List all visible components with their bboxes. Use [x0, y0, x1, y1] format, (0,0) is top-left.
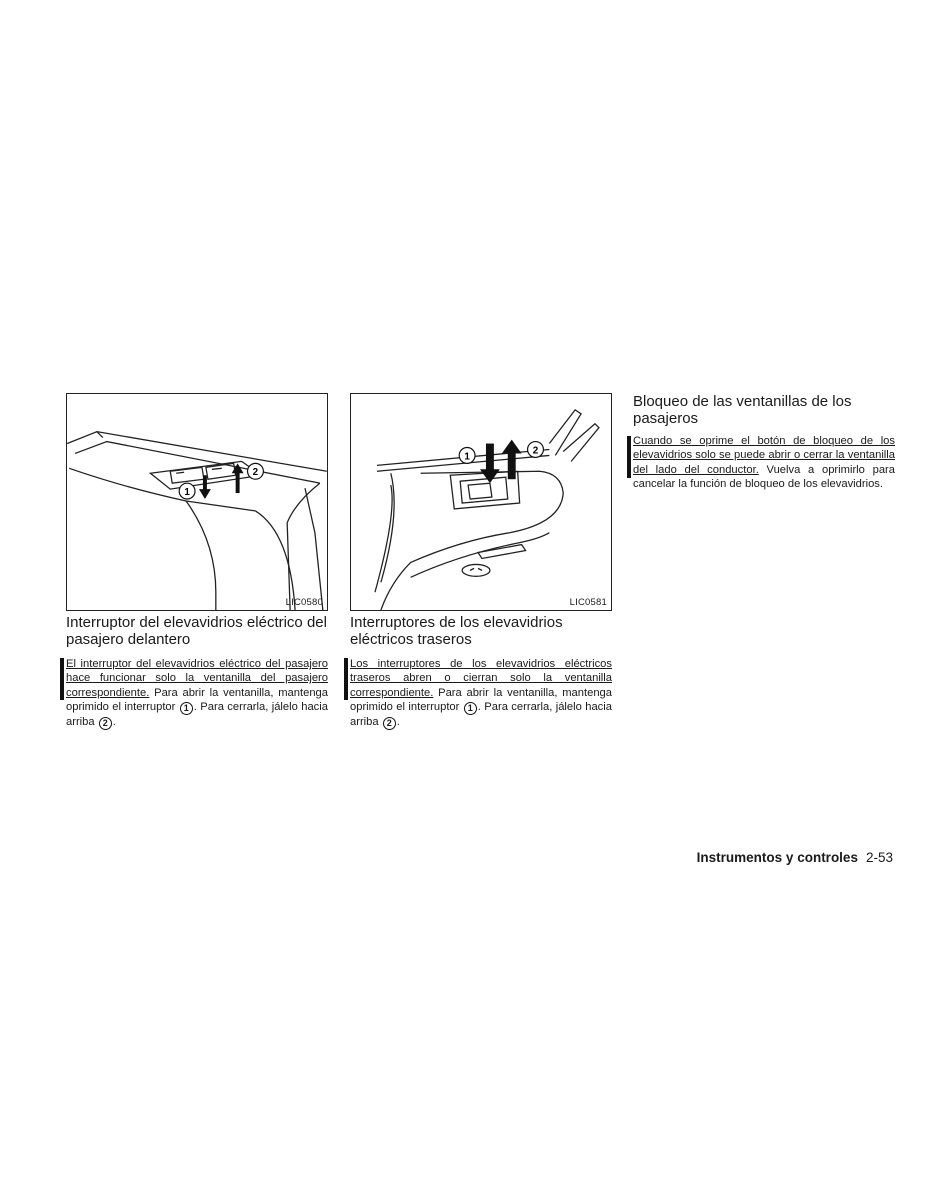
paragraph-front-passenger-switch	[66, 657, 328, 730]
text-part: . Para cerrarla, jálelo hacia arriba	[350, 700, 612, 728]
marker-1: 1	[464, 702, 477, 715]
page-footer	[697, 850, 893, 865]
figure-code: LIC0580	[285, 597, 323, 608]
heading-front-passenger-switch: Interruptor del elevavidrios eléctrico del pasajero delantero	[66, 614, 327, 648]
text-part: .	[112, 715, 116, 728]
text-part: . Para cerrarla, jálelo hacia arriba	[66, 700, 328, 728]
rear-door-switch-illustration	[351, 394, 611, 610]
text-part: Vuelva a oprimirlo para cancelar la función de bloqueo de los elevavidrios.	[633, 463, 895, 490]
text-part: Para abrir la ventanilla, mantenga oprimido el interruptor	[66, 686, 328, 713]
callout-2: 2	[532, 445, 539, 457]
marker-2: 2	[383, 717, 396, 730]
section-title: Instrumentos y controles	[696, 850, 858, 865]
heading-window-lock: Bloqueo de las ventanillas de los pasajeros	[633, 393, 852, 427]
text-part: Para abrir la ventanilla, mantenga oprimido el interruptor	[350, 686, 612, 713]
door-switch-illustration	[67, 394, 327, 610]
underlined-text: Cuando se oprime el botón de bloqueo de los elevavidrios solo se puede abrir o cerrar la ventanilla del lado del conductor.	[633, 435, 895, 476]
figure-rear-switch	[350, 393, 612, 611]
marker-2: 2	[99, 717, 112, 730]
paragraph-rear-switch	[350, 657, 612, 730]
heading-rear-switch: Interruptores de los elevavidrios eléctricos traseros	[350, 614, 563, 648]
text-part: .	[396, 715, 400, 728]
underlined-text: El interruptor del elevavidrios eléctrico del pasajero hace funcionar solo la ventanilla del pasajero correspondiente.	[66, 658, 328, 699]
figure-front-passenger-switch	[66, 393, 328, 611]
page-number: 2-53	[865, 850, 893, 865]
callout-1: 1	[184, 487, 190, 499]
marker-1: 1	[180, 702, 193, 715]
change-bar	[60, 658, 64, 700]
change-bar	[627, 436, 631, 478]
callout-2: 2	[252, 467, 259, 479]
underlined-text: Los interruptores de los elevavidrios eléctricos traseros abren o cierran solo la ventanilla correspondiente.	[350, 658, 612, 699]
callout-1: 1	[464, 451, 470, 463]
paragraph-window-lock	[633, 434, 895, 491]
figure-code: LIC0581	[569, 597, 607, 608]
change-bar	[344, 658, 348, 700]
